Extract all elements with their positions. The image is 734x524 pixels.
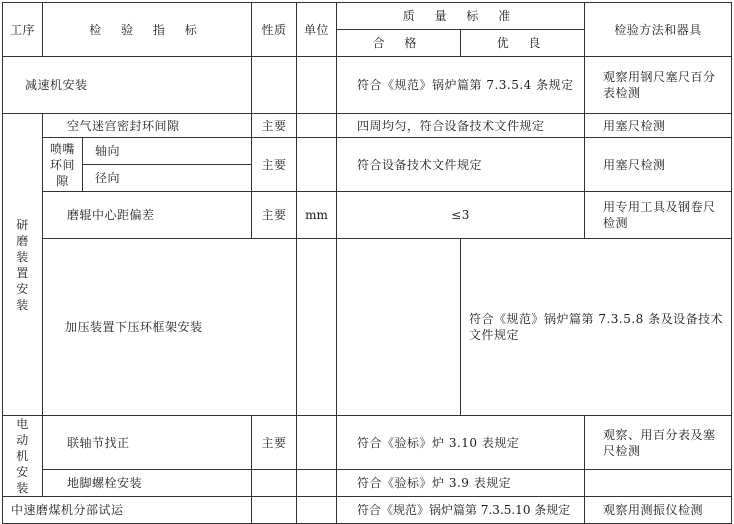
roller-center-standard: ≤3	[337, 192, 585, 239]
header-quality-standard: 质 量 标 准	[337, 3, 585, 30]
reducer-standard: 符合《规范》锅炉篇第 7.3.5.4 条规定	[337, 57, 585, 114]
pressure-frame-nature	[297, 239, 337, 416]
roller-center-method: 用专用工具及钢卷尺检测	[585, 192, 732, 239]
table-row-pressure-frame	[3, 239, 732, 416]
roller-center-indicator: 磨辊中心距偏差	[43, 192, 252, 239]
motor-section-label	[3, 416, 43, 497]
coupling-unit	[297, 416, 337, 470]
grinding-label-char: 装	[16, 249, 29, 264]
table-row-air-seal	[3, 114, 732, 138]
trial-run-standard: 符合《规范》锅炉篇第 7.3.5.10 条规定	[337, 497, 585, 524]
header-method: 检验方法和器具	[585, 3, 732, 57]
reducer-indicator: 减速机安装	[3, 57, 252, 114]
air-seal-standard: 四周均匀，符合设备技术文件规定	[337, 114, 585, 138]
grinding-label-char: 磨	[16, 233, 29, 248]
grinding-section-label	[3, 114, 43, 416]
nozzle-method: 用塞尺检测	[585, 138, 732, 192]
nozzle-radial: 径向	[83, 165, 252, 192]
coupling-method: 观察、用百分表及塞尺检测	[585, 416, 732, 470]
roller-center-unit: mm	[297, 192, 337, 239]
reducer-nature	[252, 57, 297, 114]
grinding-label-char: 研	[16, 217, 29, 232]
reducer-method: 观察用钢尺塞尺百分表检测	[585, 57, 732, 114]
header-unit: 单位	[297, 3, 337, 57]
pressure-frame-standard: 符合《规范》锅炉篇第 7.3.5.8 条及设备技术文件规定	[461, 239, 732, 416]
header-row-1	[3, 3, 732, 30]
header-nature: 性质	[252, 3, 297, 57]
trial-run-method: 观察用测振仪检测	[585, 497, 732, 524]
anchor-bolt-standard: 符合《验标》炉 3.9 表规定	[337, 470, 585, 497]
nozzle-nature: 主要	[252, 138, 297, 192]
table-row-trial-run	[3, 497, 732, 524]
header-excellent: 优 良	[461, 30, 585, 57]
roller-center-nature: 主要	[252, 192, 297, 239]
pressure-frame-unit	[337, 239, 461, 416]
anchor-bolt-indicator: 地脚螺栓安装	[43, 470, 252, 497]
air-seal-indicator: 空气迷宫密封环间隙	[43, 114, 252, 138]
motor-label-char: 动	[16, 433, 29, 447]
nozzle-clearance-label: 喷嘴环间隙	[43, 138, 83, 192]
header-process: 工序	[3, 3, 43, 57]
air-seal-method: 用塞尺检测	[585, 114, 732, 138]
header-qualified: 合 格	[337, 30, 461, 57]
air-seal-nature: 主要	[252, 114, 297, 138]
inspection-standard-table	[2, 2, 732, 524]
grinding-label-char: 置	[16, 265, 29, 280]
anchor-bolt-method	[585, 470, 732, 497]
coupling-standard: 符合《验标》炉 3.10 表规定	[337, 416, 585, 470]
reducer-unit	[297, 57, 337, 114]
table-row-anchor-bolt	[3, 470, 732, 497]
anchor-bolt-nature	[252, 470, 297, 497]
trial-run-unit	[297, 497, 337, 524]
nozzle-standard: 符合设备技术文件规定	[337, 138, 585, 192]
pressure-frame-indicator: 加压装置下压环框架安装	[43, 239, 297, 416]
coupling-indicator: 联轴节找正	[43, 416, 252, 470]
motor-label-char: 电	[16, 417, 29, 431]
trial-run-indicator: 中速磨煤机分部试运	[3, 497, 252, 524]
table-row-reducer	[3, 57, 732, 114]
coupling-nature: 主要	[252, 416, 297, 470]
table-row-roller-center	[3, 192, 732, 239]
table-row-coupling	[3, 416, 732, 470]
table-row-nozzle-axial	[3, 138, 732, 165]
air-seal-unit	[297, 114, 337, 138]
trial-run-nature	[252, 497, 297, 524]
nozzle-unit	[297, 138, 337, 192]
motor-label-char: 装	[16, 481, 29, 495]
motor-label-char: 安	[16, 465, 29, 479]
nozzle-axial: 轴向	[83, 138, 252, 165]
grinding-label-char: 安	[16, 281, 29, 296]
grinding-label-char: 装	[16, 297, 29, 312]
anchor-bolt-unit	[297, 470, 337, 497]
motor-label-char: 机	[16, 449, 29, 463]
header-indicator: 检 验 指 标	[43, 3, 252, 57]
